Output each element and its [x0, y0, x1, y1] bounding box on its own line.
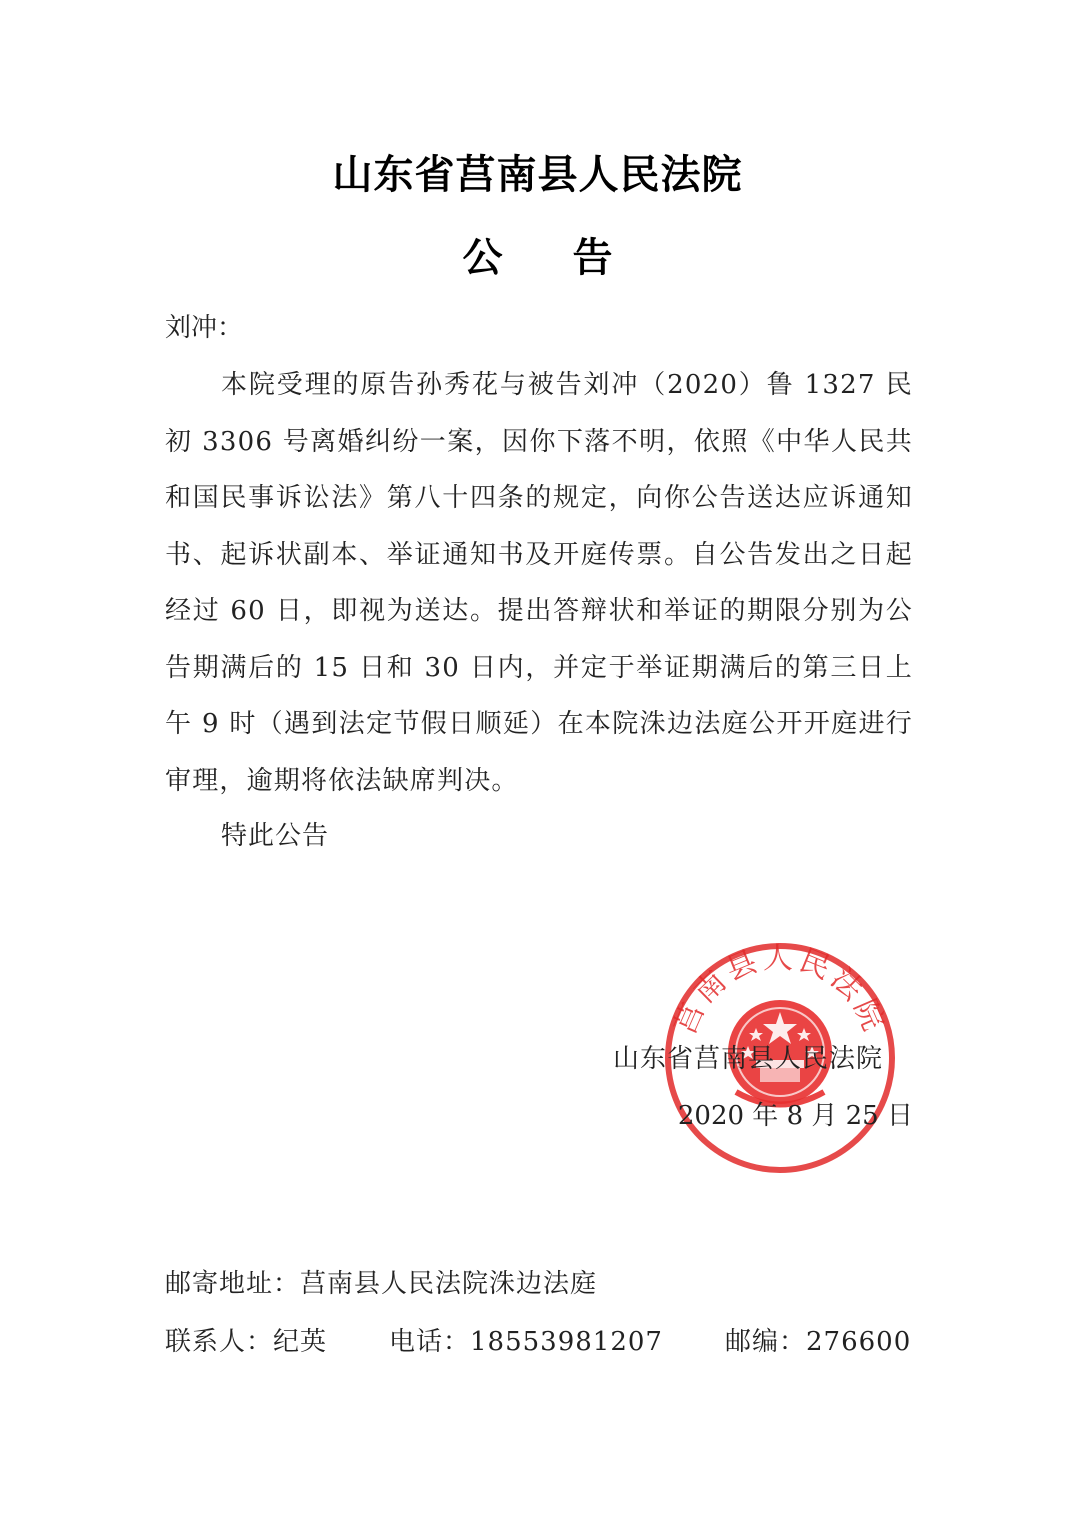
- notice-title-char-1: 公: [462, 235, 503, 281]
- closing-line: 特此公告: [221, 821, 330, 851]
- seal-text: 莒南县人民法院: [667, 942, 893, 1040]
- court-title: 山东省莒南县人民法院: [332, 152, 743, 198]
- postcode: 邮编：276600: [724, 1327, 912, 1357]
- addressee: 刘冲：: [165, 313, 244, 343]
- notice-title: [0, 228, 1075, 288]
- contact-line: [165, 1319, 965, 1365]
- notice-paragraph: 本院受理的原告孙秀花与被告刘冲（2020）鲁 1327 民初 3306 号离婚纠纷一案，因你下落不明，依照《中华人民共和国民事诉讼法》第八十四条的规定，向你公告送达应诉通知书、起诉状副本、举证通知书及开庭传票。自公告发出之日起经过 60 日，即视为送达。提出答辩状和举证的期限分别为公告期满后的 15 日和 30 日内，并定于举证期满后的第三日上午 9 时（遇到法定节假日顺延）在本院洙边法庭公开开庭进行审理，逾期将依法缺席判决。: [165, 370, 913, 796]
- contact-phone: 电话：18553981207: [389, 1327, 663, 1357]
- mailing-address: 邮寄地址：莒南县人民法院洙边法庭: [165, 1269, 598, 1299]
- signature-date: 2020 年 8 月 25 日: [677, 1101, 913, 1131]
- signature-court: 山东省莒南县人民法院: [613, 1044, 884, 1074]
- contact-person: 联系人：纪英: [165, 1327, 328, 1357]
- notice-title-char-2: 告: [572, 235, 613, 281]
